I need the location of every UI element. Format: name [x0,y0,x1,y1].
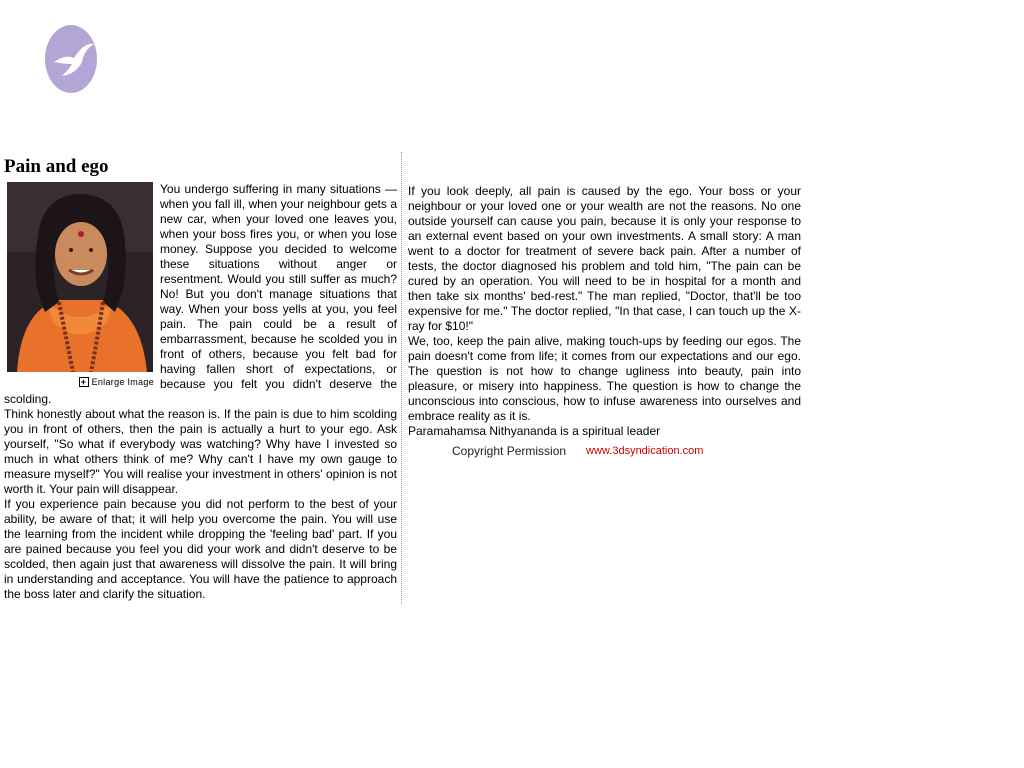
author-note: Paramahamsa Nithyananda is a spiritual leader [408,424,661,438]
article-title: Pain and ego [4,156,109,177]
enlarge-image-label: Enlarge Image [91,376,154,387]
plus-box-icon: + [79,377,89,387]
column-divider [401,152,402,604]
paragraph: We, too, keep the pain alive, making touch-ups by feeding our egos. The pain doesn't come from life; it comes from our expectations and our ego. The question is not how to change ugliness into beauty, pain into pleasure, or misery into happiness. The question is how to change the unconscious into conscious, how to infuse awareness into ourselves and embrace reality as it is. [408,334,801,423]
bird-logo-icon [44,24,98,94]
article-right-column [408,184,801,439]
photo-box [4,182,154,388]
copyright-permission-label: Copyright Permission [452,444,567,458]
paragraph: Think honestly about what the reason is. If the pain is due to him scolding you in front of others, then the pain is actually a hurt to your ego. Ask yourself, "So what if everybody was watching? Why have I invested so much in what others think of me? Why can't I have my own gauge to measure myself?" You will realise your investment in others' opinion is not worth it. Your pain will disappear. [4,407,397,496]
paragraph: You undergo suffering in many situations — when you fall ill, when your neighbour gets a new car, when your loved one leaves you, when your boss fires you, or when you lose money. Suppose you decided to welcome these situations without anger or resentment. Would you still suffer as much? No! But you don't manage situations that way. When your boss yells at you, you feel pain. The pain could be a result of embarrassment, because he scolded you in front of others, because you felt bad for having fallen short of expectations, or because you felt you didn't deserve the scolding. [4,182,397,406]
article-left-column [4,182,397,602]
author-photo[interactable] [7,182,153,372]
syndication-link[interactable]: www.3dsyndication.com [586,445,704,457]
copyright-bar [452,444,703,459]
paragraph: If you look deeply, all pain is caused by the ego. Your boss or your neighbour or your loved one or your wealth are not the reasons. No one outside yourself can cause you pain, because it is only your response to an external event based on your own investments. A small story: A man went to a doctor for treatment of severe back pain. After a number of tests, the doctor diagnosed his problem and told him, "The pain can be cured by an operation. You will need to be in hospital for a month and then take six months' bed-rest." The man replied, "Doctor, that'll be too expensive for me." The doctor replied, "In that case, I can touch up the X-ray for $10!" [408,184,801,333]
paragraph: If you experience pain because you did not perform to the best of your ability, be aware of that; it will help you overcome the pain. You will use the learning from the incident while dropping the 'feeling bad' part. If you are pained because you feel you did your work and didn't deserve to be scolded, then again just that awareness will dissolve the pain. It will bring in understanding and acceptance. You will have the patience to approach the boss later and clarify the situation. [4,497,397,601]
enlarge-image-link[interactable] [4,376,154,388]
